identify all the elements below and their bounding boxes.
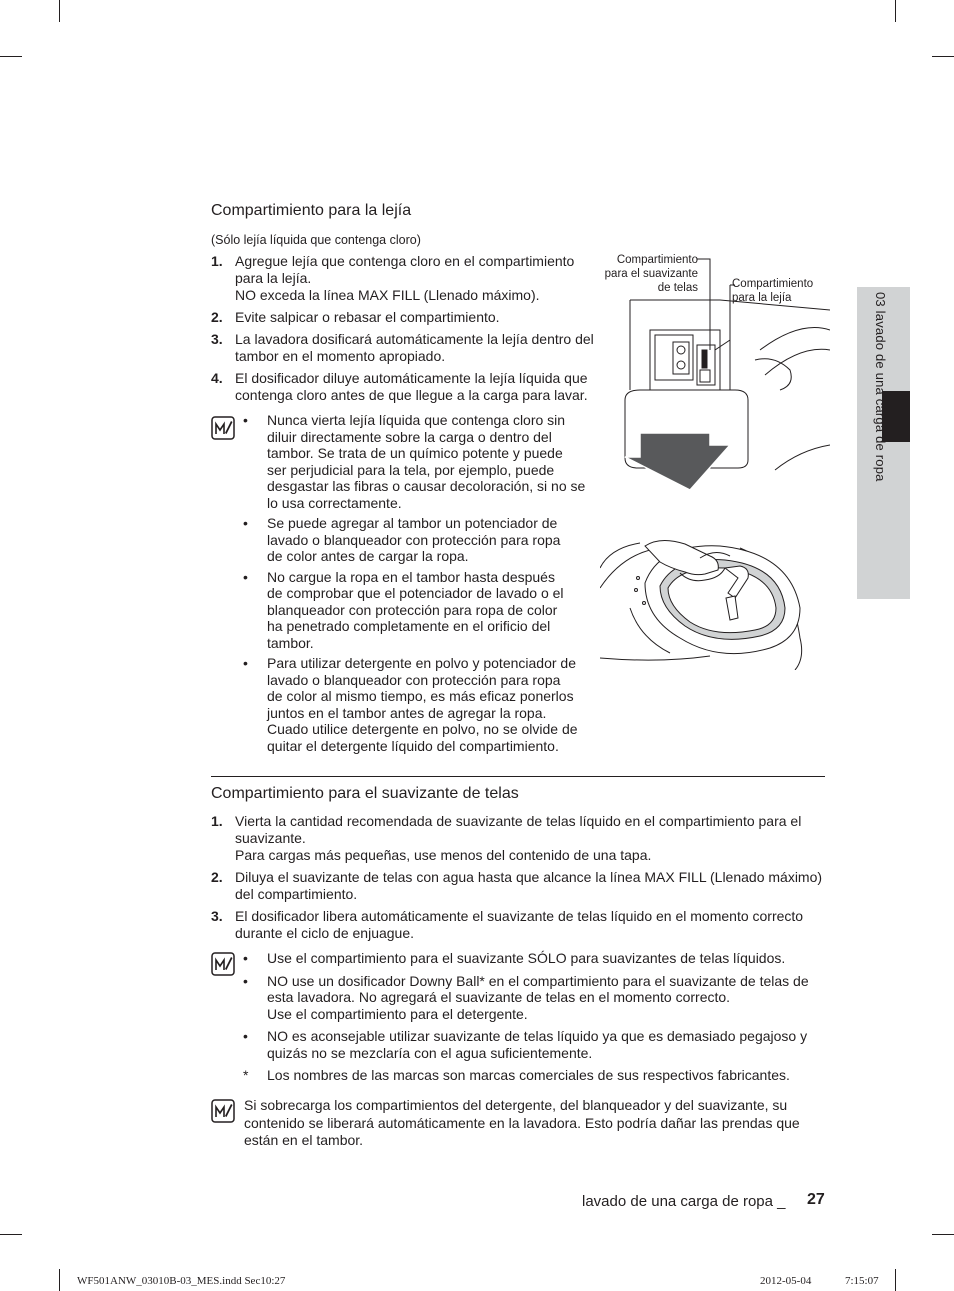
list-item: 4. El dosificador diluye automáticamente la lejía líquida que contenga cloro antes de que llegue a la carga para lavar.: [211, 370, 588, 403]
list-item: • Se puede agregar al tambor un potenciador de lavado o blanqueador con protección para ropa de color antes de cargar la ropa.: [243, 515, 561, 564]
list-item: 2. Diluya el suavizante de telas con agua hasta que alcance la línea MAX FILL (Llenado máximo) del compartimiento.: [211, 869, 823, 902]
softener-notes: [243, 950, 833, 1088]
crop-mark: [0, 56, 22, 57]
crop-mark: [59, 1269, 60, 1291]
drum-illustration: [600, 538, 805, 670]
softener-steps: [211, 813, 831, 947]
footer-section-label: lavado de una carga de ropa _: [582, 1193, 786, 1210]
crop-mark: [932, 1234, 954, 1235]
bleach-steps: [211, 253, 601, 409]
list-item: 1. Vierta la cantidad recomendada de suavizante de telas líquido en el compartimiento para el suavizante. Para cargas más pequeñas, use menos del contenido de una tapa.: [211, 813, 802, 863]
list-item: 3. El dosificador libera automáticamente el suavizante de telas líquido en el momento correcto durante el ciclo de enjuague.: [211, 908, 804, 941]
crop-mark: [0, 1234, 22, 1235]
crop-mark: [59, 0, 60, 22]
section-title-softener: Compartimiento para el suavizante de telas: [211, 785, 519, 802]
slug-time: 7:15:07: [845, 1275, 879, 1287]
list-item: • NO use un dosificador Downy Ball* en el compartimiento para el suavizante de telas de esta lavadora. No agregará el suavizante de telas en el momento correcto. Use el compartimiento para el detergente.: [243, 972, 809, 1022]
list-item: • Use el compartimiento para el suavizante SÓLO para suavizantes de telas líquidos.: [243, 950, 786, 966]
list-item: 2. Evite salpicar o rebasar el compartimiento.: [211, 309, 500, 325]
page-number: 27: [807, 1191, 825, 1208]
section-title-bleach: Compartimiento para la lejía: [211, 202, 412, 219]
crop-mark: [895, 1269, 896, 1291]
list-item: • NO es aconsejable utilizar suavizante de telas líquido ya que es demasiado pegajoso y quizás no se mezclaría con el agua suficientemente.: [243, 1028, 808, 1061]
final-note: Si sobrecarga los compartimientos del detergente, del blanqueador y del suavizante, su contenido se liberará automáticamente en la lavadora. Esto podría dañar las prendas que están en el tambor.: [244, 1097, 800, 1148]
side-chapter-label: 03 lavado de una carga de ropa: [873, 292, 888, 482]
note-icon: [211, 416, 235, 440]
note-icon: [211, 952, 235, 976]
list-item: 3. La lavadora dosificará automáticamente la lejía dentro del tambor en el momento apropiado.: [211, 331, 594, 364]
callout-bleach-compartment: Compartimiento para la lejía: [732, 278, 814, 304]
list-item: * Los nombres de las marcas son marcas comerciales de sus respectivos fabricantes.: [243, 1067, 790, 1083]
list-item: • No cargue la ropa en el tambor hasta después de comprobar que el potenciador de lavado o el blanqueador con protección para ropa de color ha penetrado completamente en el orificio del tambor.: [243, 568, 564, 651]
list-item: • Para utilizar detergente en polvo y potenciador de lavado o blanqueador con protección para ropa de color al mismo tiempo, es más eficaz ponerlos juntos en el tambor antes de agregar la ropa. Cuado utilice detergente en polvo, no se olvide de quitar el detergente líquido del compartimiento.: [243, 655, 578, 754]
list-item: 1. Agregue lejía que contenga cloro en el compartimiento para la lejía. NO exceda la línea MAX FILL (Llenado máximo).: [211, 253, 575, 303]
section-divider: [211, 776, 825, 777]
section-subtitle: (Sólo lejía líquida que contenga cloro): [211, 233, 421, 247]
crop-mark: [932, 56, 954, 57]
list-item: • Nunca vierta lejía líquida que contenga cloro sin diluir directamente sobre la carga o dentro del tambor. Se trata de un químico potente y puede ser perjudicial para la tela, por ejemplo, puede desgastar las fibras o causar decoloración, si no se lo usa correctamente.: [243, 412, 586, 511]
crop-mark: [895, 0, 896, 22]
note-icon: [211, 1099, 235, 1123]
slug-date: 2012-05-04: [760, 1275, 812, 1287]
slug-file: WF501ANW_03010B-03_MES.indd Sec10:27: [77, 1275, 286, 1287]
callout-softener-compartment: Compartimiento para el suavizante de telas: [604, 254, 698, 294]
bleach-notes: [243, 412, 603, 758]
